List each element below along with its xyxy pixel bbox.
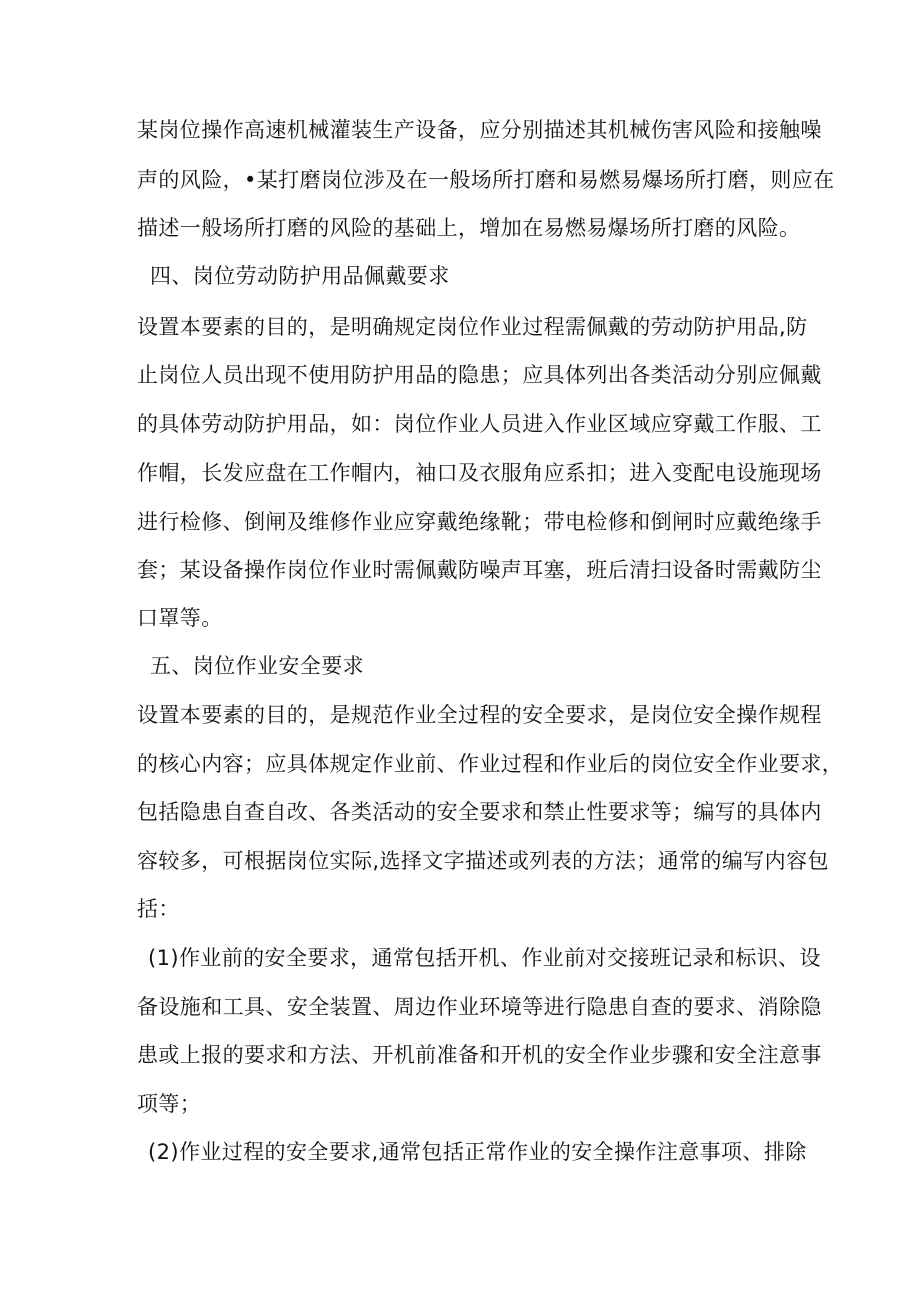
paragraph-line: 描述一般场所打磨的风险的基础上，增加在易燃易爆场所打磨的风险。 bbox=[137, 216, 801, 240]
paragraph-line: 括： bbox=[137, 897, 180, 921]
paragraph-line: 的核心内容；应具体规定作业前、作业过程和作业后的岗位安全作业要求， bbox=[137, 752, 844, 776]
paragraph-line: 套；某设备操作岗位作业时需佩戴防噪声耳塞，班后清扫设备时需戴防尘 bbox=[137, 558, 822, 582]
paragraph-line: 设置本要素的目的，是规范作业全过程的安全要求，是岗位安全操作规程 bbox=[137, 703, 822, 727]
section-heading: 五、岗位作业安全要求 bbox=[150, 654, 364, 678]
section-heading: 四、岗位劳动防护用品佩戴要求 bbox=[150, 264, 450, 288]
paragraph-line: 设置本要素的目的，是明确规定岗位作业过程需佩戴的劳动防护用品,防 bbox=[137, 315, 808, 339]
paragraph-line: 患或上报的要求和方法、开机前准备和开机的安全作业步骤和安全注意事 bbox=[137, 1043, 822, 1067]
paragraph-line: 作帽，长发应盘在工作帽内，袖口及衣服角应系扣；进入变配电设施现场 bbox=[137, 461, 822, 485]
list-item-line: (1)作业前的安全要求，通常包括开机、作业前对交接班记录和标识、设 bbox=[148, 946, 821, 970]
paragraph-line: 声的风险，•某打磨岗位涉及在一般场所打磨和易燃易爆场所打磨，则应在 bbox=[137, 168, 835, 192]
paragraph-line: 包括隐患自查自改、各类活动的安全要求和禁止性要求等；编写的具体内 bbox=[137, 800, 822, 824]
paragraph-line: 进行检修、倒闸及维修作业应穿戴绝缘靴；带电检修和倒闸时应戴绝缘手 bbox=[137, 510, 822, 534]
paragraph-line: 止岗位人员出现不使用防护用品的隐患；应具体列出各类活动分别应佩戴 bbox=[137, 363, 822, 387]
paragraph-line: 某岗位操作高速机械灌装生产设备，应分别描述其机械伤害风险和接触噪 bbox=[137, 118, 822, 142]
paragraph-line: 的具体劳动防护用品，如：岗位作业人员进入作业区域应穿戴工作服、工 bbox=[137, 412, 822, 436]
list-item-line: (2)作业过程的安全要求,通常包括正常作业的安全操作注意事项、排除 bbox=[148, 1140, 807, 1164]
paragraph-line: 容较多，可根据岗位实际,选择文字描述或列表的方法；通常的编写内容包 bbox=[137, 849, 829, 873]
paragraph-line: 口罩等。 bbox=[137, 606, 223, 630]
paragraph-line: 备设施和工具、安全装置、周边作业环境等进行隐患自查的要求、消除隐 bbox=[137, 995, 822, 1019]
paragraph-line: 项等； bbox=[137, 1092, 202, 1116]
